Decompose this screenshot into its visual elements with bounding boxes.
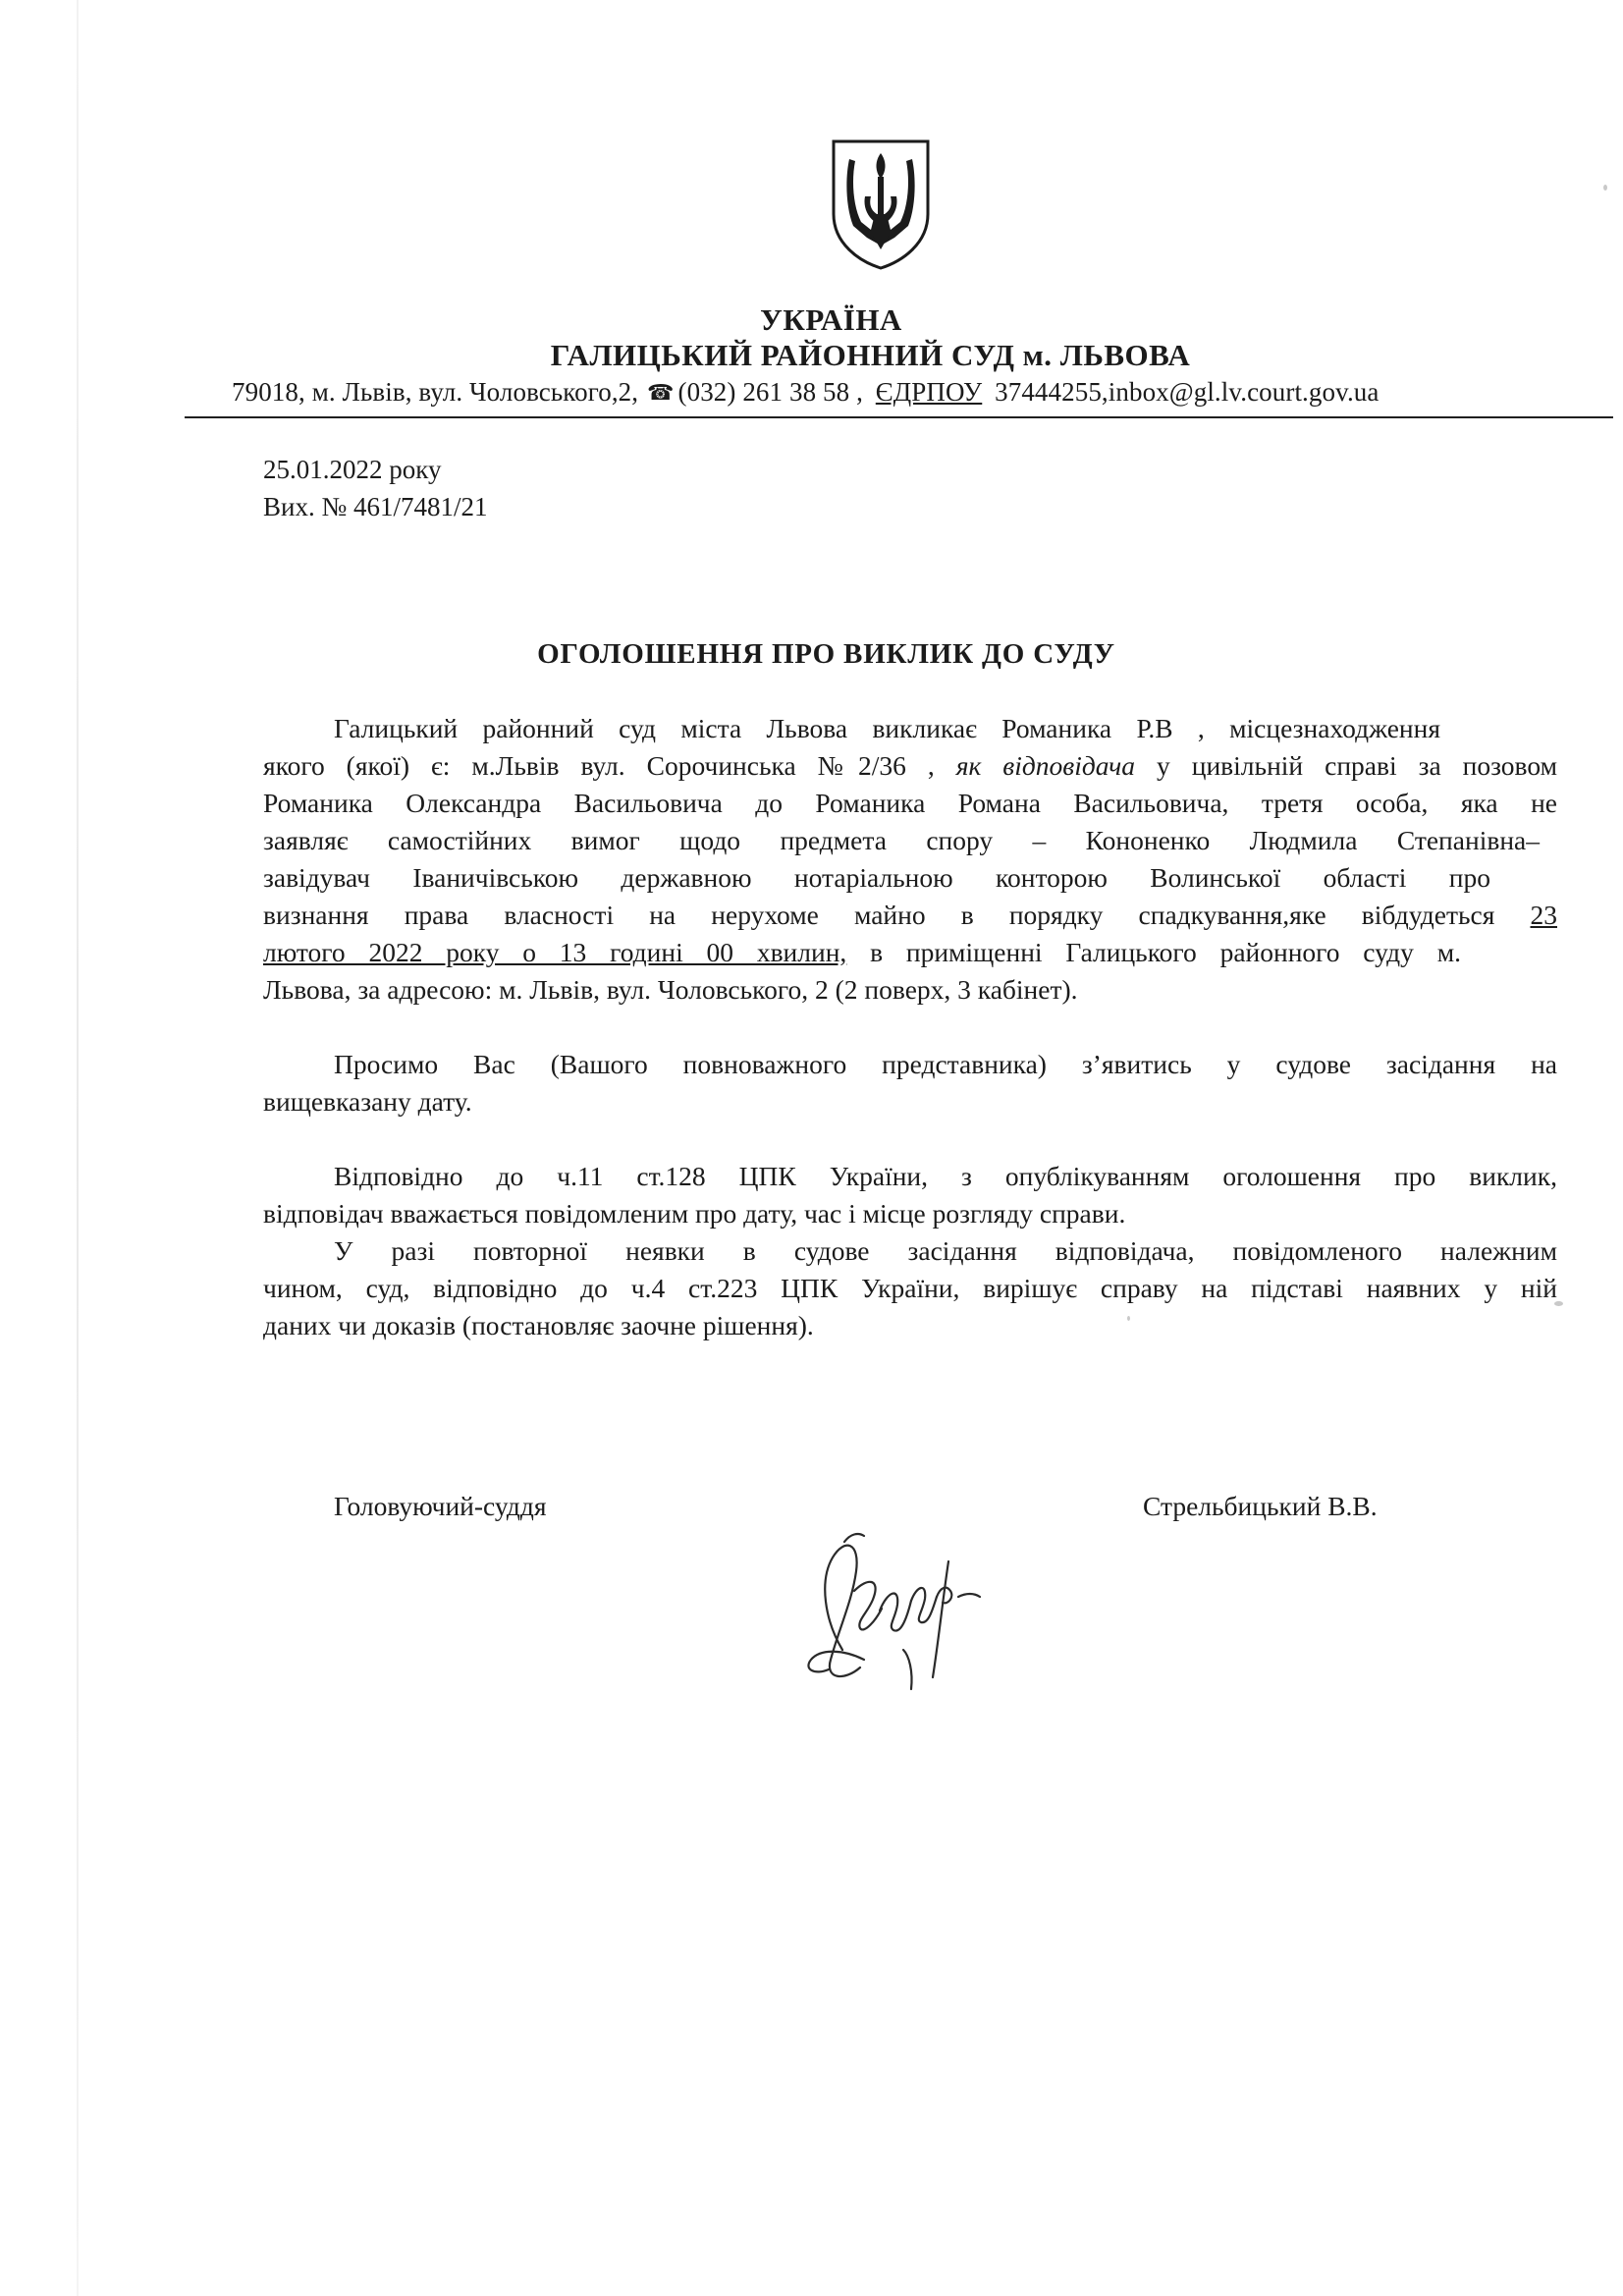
paragraph-line (334, 713, 1440, 744)
paragraph-line (263, 974, 1078, 1006)
document-date: 25.01.2022 року (263, 455, 442, 484)
paragraph-line (263, 862, 1490, 894)
paragraph-italic-text: як відповідача (955, 750, 1136, 781)
paragraph-text: у цивільній справі за позовом (1135, 750, 1557, 781)
paragraph-line (263, 937, 1461, 968)
paragraph-text: в приміщенні Галицького районного суду м. (846, 937, 1461, 967)
paragraph-line (263, 1086, 472, 1118)
paragraph-text: Галицький районний суд міста Львова викликає Романика Р.В , місцезнаходження (334, 713, 1440, 743)
paragraph-text: вищевказану дату. (263, 1086, 472, 1117)
paragraph-text: Львова, за адресою: м. Львів, вул. Чоловського, 2 (2 поверх, 3 кабінет). (263, 974, 1078, 1005)
paragraph-line (263, 1198, 1125, 1230)
phone-icon: ☎ (646, 380, 675, 405)
edrpou-label: ЄДРПОУ (875, 377, 983, 407)
document-title: ОГОЛОШЕННЯ ПРО ВИКЛИК ДО СУДУ (537, 638, 1115, 670)
hearing-date-underlined: 23 (1530, 900, 1557, 930)
judge-role: Головуючий-суддя (334, 1491, 547, 1521)
header-court-name: ГАЛИЦЬКИЙ РАЙОННИЙ СУД м. ЛЬВОВА (550, 338, 1191, 372)
paragraph-text: Романика Олександра Васильовича до Романика Романа Васильовича, третя особа, яка не (263, 788, 1557, 818)
paragraph-line (334, 1049, 1557, 1080)
scan-speck (1603, 185, 1607, 191)
paragraph-line (263, 900, 1557, 931)
handwritten-signature-icon (785, 1503, 992, 1699)
paragraph-line (263, 750, 1557, 782)
paragraph-text: визнання права власності на нерухоме майно в порядку спадкування,яке вібдудеться (263, 900, 1531, 930)
paragraph-line (263, 1273, 1557, 1304)
phone-number: (032) 261 38 58 , (677, 377, 863, 407)
paragraph-line (334, 1235, 1557, 1267)
court-address-line (232, 377, 1380, 408)
paragraph-line (263, 825, 1540, 856)
header-divider (185, 416, 1613, 418)
paragraph-line (263, 788, 1557, 819)
header-country: УКРАЇНА (760, 302, 902, 337)
paragraph-line (263, 1310, 814, 1341)
coat-of-arms-icon (828, 137, 934, 271)
scan-speck (1127, 1316, 1130, 1321)
outgoing-number: Вих. № 461/7481/21 (263, 492, 488, 521)
address-text: 79018, м. Львів, вул. Чоловського,2, (232, 377, 639, 407)
paragraph-text: Відповідно до ч.11 ст.128 ЦПК України, з опублікуванням оголошення про виклик, (334, 1161, 1557, 1191)
hearing-date-underlined: лютого 2022 року о 13 годині 00 хвилин, (263, 937, 847, 967)
paragraph-text: завідувач Іваничівською державною нотаріальною конторою Волинської області про (263, 862, 1490, 893)
paragraph-text: чином, суд, відповідно до ч.4 ст.223 ЦПК України, вирішує справу на підставі наявних у ній (263, 1273, 1557, 1303)
paragraph-text: якого (якої) є: м.Львів вул. Сорочинська №2/36 , (263, 750, 956, 781)
paragraph-text: відповідач вважається повідомленим про дату, час і місце розгляду справи. (263, 1198, 1126, 1229)
paragraph-text: даних чи доказів (постановляє заочне рішення). (263, 1310, 814, 1340)
paragraph-text: заявляє самостійних вимог щодо предмета спору – Кононенко Людмила Степанівна– (263, 825, 1540, 855)
judge-name: Стрельбицький В.В. (1143, 1491, 1378, 1521)
paragraph-text: У разі повторної неявки в судове засідання відповідача, повідомленого належним (334, 1235, 1557, 1266)
paragraph-text: Просимо Вас (Вашого повноважного представника) з’явитись у судове засідання на (334, 1049, 1557, 1079)
paragraph-line (334, 1161, 1557, 1192)
edrpou-email: 37444255,inbox@gl.lv.court.gov.ua (988, 377, 1380, 407)
